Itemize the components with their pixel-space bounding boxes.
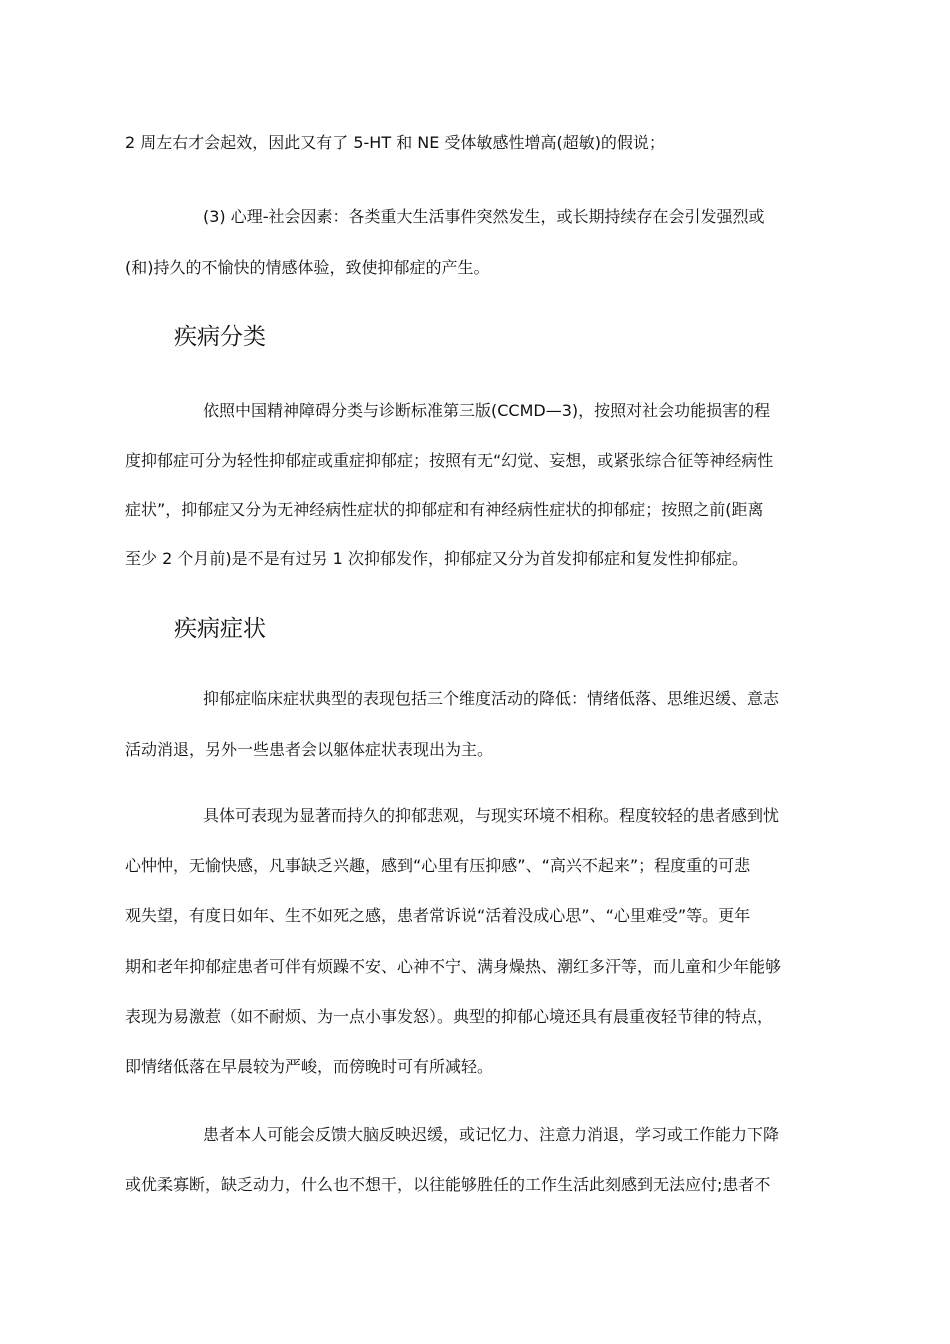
body-line: 度抑郁症可分为轻性抑郁症或重症抑郁症；按照有无“幻觉、妄想，或紧张综合征等神经病性 <box>125 451 774 470</box>
body-line: 至少 2 个月前)是不是有过另 1 次抑郁发作，抑郁症又分为首发抑郁症和复发性抑郁症。 <box>125 549 748 568</box>
body-line: 即情绪低落在早晨较为严峻，而傍晚时可有所减轻。 <box>125 1057 494 1076</box>
body-line: 期和老年抑郁症患者可伴有烦躁不安、心神不宁、满身燥热、潮红多汗等，而儿童和少年能够 <box>125 957 782 976</box>
body-line: (3) 心理-社会因素：各类重大生活事件突然发生，或长期持续存在会引发强烈或 <box>203 207 765 226</box>
body-line: 2 周左右才会起效，因此又有了 5-HT 和 NE 受体敏感性增高(超敏)的假说； <box>125 133 665 152</box>
body-line: 心忡忡，无愉快感，凡事缺乏兴趣，感到“心里有压抑感”、“高兴不起来”；程度重的可悲 <box>125 856 751 875</box>
body-line: 患者本人可能会反馈大脑反映迟缓，或记忆力、注意力消退，学习或工作能力下降 <box>203 1125 780 1144</box>
body-line: 表现为易激惹（如不耐烦、为一点小事发怒）。典型的抑郁心境还具有晨重夜轻节律的特点， <box>125 1007 774 1026</box>
body-line: 观失望，有度日如年、生不如死之感，患者常诉说“活着没成心思”、“心里难受”等。更年 <box>125 906 751 925</box>
section-heading-symptoms: 疾病症状 <box>174 616 266 642</box>
body-line: 症状”，抑郁症又分为无神经病性症状的抑郁症和有神经病性症状的抑郁症；按照之前(距离 <box>125 500 764 519</box>
body-line: 或优柔寡断，缺乏动力，什么也不想干，以往能够胜任的工作生活此刻感到无法应付;患者不 <box>125 1175 771 1194</box>
section-heading-classification: 疾病分类 <box>174 324 266 350</box>
body-line: (和)持久的不愉快的情感体验，致使抑郁症的产生。 <box>125 258 490 277</box>
body-line: 具体可表现为显著而持久的抑郁悲观，与现实环境不相称。程度较轻的患者感到忧 <box>203 806 780 825</box>
body-line: 依照中国精神障碍分类与诊断标准第三版(CCMD—3)，按照对社会功能损害的程 <box>203 401 771 420</box>
body-line: 活动消退，另外一些患者会以躯体症状表现出为主。 <box>125 740 494 759</box>
body-line: 抑郁症临床症状典型的表现包括三个维度活动的降低：情绪低落、思维迟缓、意志 <box>203 689 780 708</box>
